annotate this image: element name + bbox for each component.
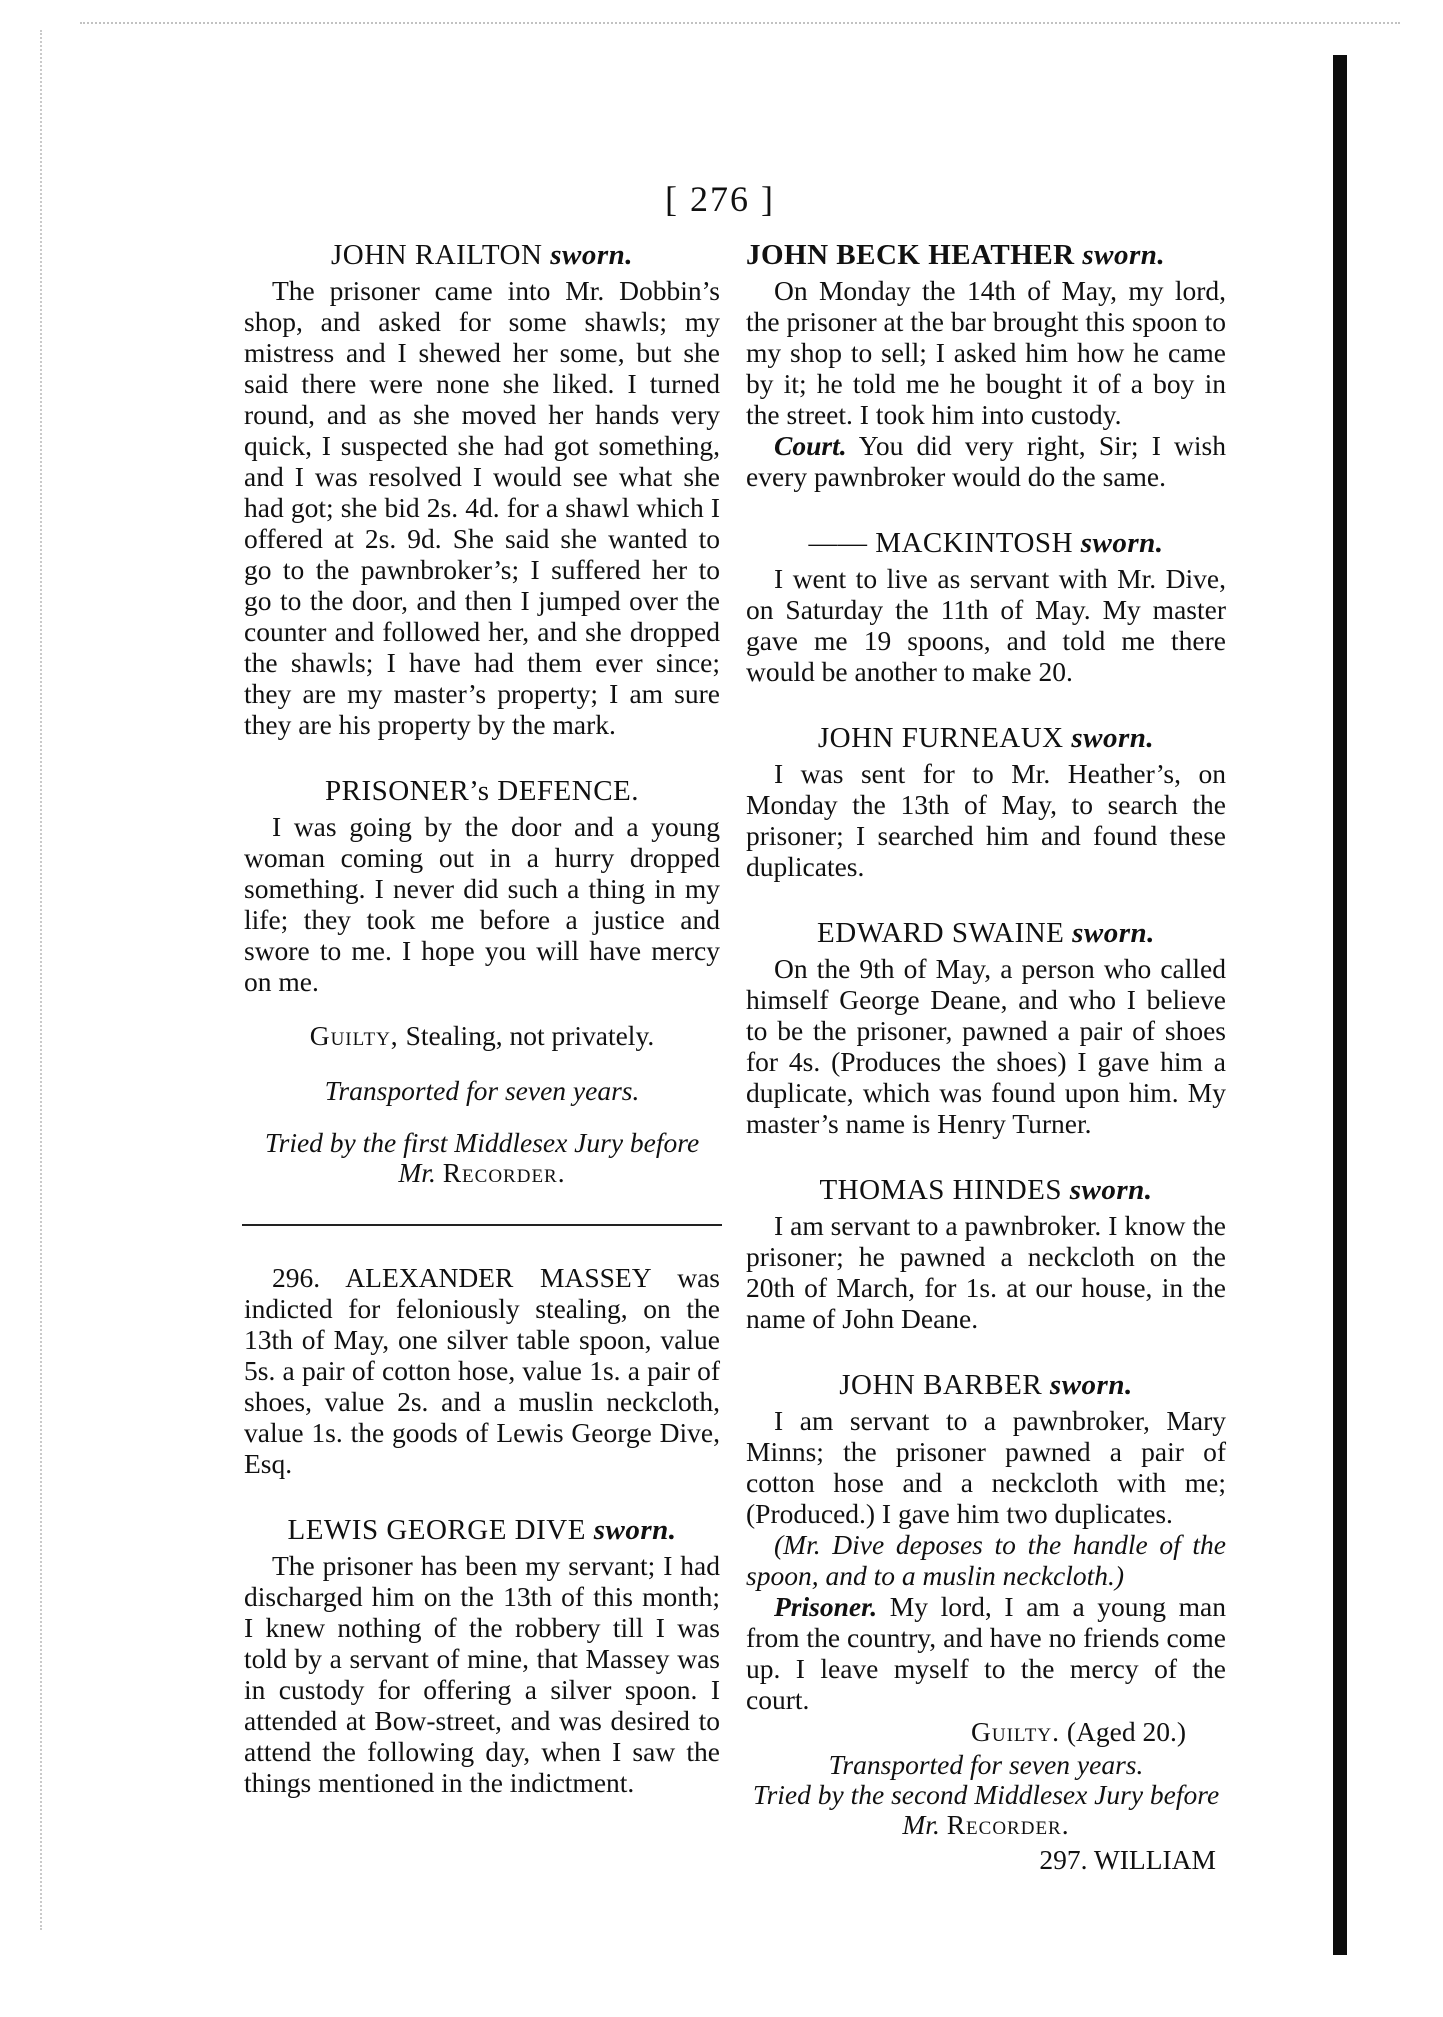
dive-deposition-note: (Mr. Dive deposes to the handle of the spoon, and to a muslin neckcloth.) xyxy=(746,1529,1226,1591)
testimony-hindes: I am servant to a pawnbroker. I know the prisoner; he pawned a neckcloth on the 20th of March, for 1s. at our house, in the name of John Deane. xyxy=(746,1210,1226,1334)
page-number: [ 276 ] xyxy=(665,179,775,219)
verdict-line xyxy=(244,1019,720,1053)
sworn-label: sworn. xyxy=(1080,527,1164,559)
tried-recorder: Recorder. xyxy=(442,1157,566,1188)
witness-heading-hindes xyxy=(746,1175,1226,1206)
prisoner-text: My lord, I am a young man from the country, and have no friends come up. I leave myself to the mercy of the court. xyxy=(746,1591,1227,1715)
witness-heading-furneaux xyxy=(746,723,1226,754)
witness-name: JOHN FURNEAUX xyxy=(817,722,1064,754)
court-label: Court. xyxy=(774,430,847,461)
witness-name: JOHN BECK HEATHER xyxy=(746,239,1075,271)
testimony-heather: On Monday the 14th of May, my lord, the prisoner at the bar brought this spoon to my shop to sell; I asked him how he came by it; he told me he bought it of a boy in the street. I took him into custody. xyxy=(746,275,1226,430)
defence-text: I was going by the door and a young woman coming out in a hurry dropped something. I never did such a thing in my life; they took me before a justice and swore to me. I hope you will have mercy on me. xyxy=(244,811,720,997)
sworn-label: sworn. xyxy=(550,239,633,271)
witness-heading-barber xyxy=(746,1370,1226,1401)
court-remark xyxy=(746,430,1226,492)
sworn-label: sworn. xyxy=(1071,722,1155,754)
catchword: 297. WILLIAM xyxy=(1039,1844,1216,1875)
testimony-mackintosh: I went to live as servant with Mr. Dive, on Saturday the 11th of May. My master gave me 19 spoons, and told me there would be another to make 20. xyxy=(746,563,1226,687)
prisoner-statement xyxy=(746,1591,1226,1715)
left-column xyxy=(244,240,720,1798)
sworn-label: sworn. xyxy=(593,1514,677,1546)
sworn-label: sworn. xyxy=(1072,917,1155,949)
scan-noise-margin xyxy=(40,30,48,1930)
right-column xyxy=(746,240,1226,1875)
tried-recorder: Recorder. xyxy=(946,1809,1070,1840)
tried-prefix: Mr. xyxy=(398,1157,436,1188)
tried-line-2 xyxy=(244,1158,720,1188)
witness-heading-mackintosh xyxy=(746,528,1226,559)
witness-name: JOHN RAILTON xyxy=(331,239,543,271)
sworn-label: sworn. xyxy=(1069,1174,1153,1206)
scan-edge-bar xyxy=(1333,55,1347,1955)
testimony-railton: The prisoner came into Mr. Dobbin’s shop, and asked for some shawls; my mistress and I shewed her some, but she said there were none she liked. I turned round, and as she moved her hands very quick, I suspected she had got something, and I was resolved I would see what she had got; she bid 2s. 4d. for a shawl which I offered at 2s. 9d. She said she wanted to go to the pawnbroker’s; I suffered her to go to the door, and then I jumped over the counter and followed her, and she dropped the shawls; I have had them ever since; they are my master’s property; I am sure they are his property by the mark. xyxy=(244,275,720,740)
tried-prefix: Mr. xyxy=(902,1809,940,1840)
witness-name: —— MACKINTOSH xyxy=(808,527,1074,559)
witness-heading-railton xyxy=(244,240,720,271)
verdict-guilty: Guilty, xyxy=(309,1020,399,1051)
tried-line-1: Tried by the first Middlesex Jury before xyxy=(264,1127,700,1158)
witness-name: EDWARD SWAINE xyxy=(817,917,1065,949)
verdict-detail: Stealing, not privately. xyxy=(405,1020,655,1051)
sentence-line: Transported for seven years. xyxy=(324,1075,640,1106)
verdict-guilty: Guilty. xyxy=(971,1716,1060,1747)
verdict-line xyxy=(746,1715,1186,1749)
tried-line-2 xyxy=(746,1810,1226,1840)
prisoner-label: Prisoner. xyxy=(774,1591,878,1622)
witness-heading-heather xyxy=(746,240,1226,271)
witness-name: LEWIS GEORGE DIVE xyxy=(287,1514,586,1546)
witness-name: JOHN BARBER xyxy=(839,1369,1043,1401)
testimony-furneaux: I was sent for to Mr. Heather’s, on Monday the 13th of May, to search the prisoner; I searched him and found these duplicates. xyxy=(746,758,1226,882)
sentence-line: Transported for seven years. xyxy=(828,1749,1144,1780)
sworn-label: sworn. xyxy=(1049,1369,1133,1401)
case-296-indictment: 296. ALEXANDER MASSEY was indicted for feloniously stealing, on the 13th of May, one silver table spoon, value 5s. a pair of cotton hose, value 1s. a pair of shoes, value 2s. and a muslin neckcloth, value 1s. the goods of Lewis George Dive, Esq. xyxy=(244,1262,720,1479)
testimony-dive: The prisoner has been my servant; I had discharged him on the 13th of this month; I knew nothing of the robbery till I was told by a servant of mine, that Massey was in custody for offering a silver spoon. I attended at Bow-street, and was desired to attend the following day, when I saw the things mentioned in the indictment. xyxy=(244,1550,720,1798)
scan-noise-top xyxy=(80,22,1400,38)
testimony-barber: I am servant to a pawnbroker, Mary Minns; the prisoner pawned a pair of cotton hose and a neckcloth with me; (Produced.) I gave him two duplicates. xyxy=(746,1405,1226,1529)
witness-heading-dive xyxy=(244,1515,720,1546)
witness-heading-swaine xyxy=(746,918,1226,949)
verdict-detail: (Aged 20.) xyxy=(1066,1716,1186,1747)
testimony-swaine: On the 9th of May, a person who called himself George Deane, and who I believe to be the prisoner, pawned a pair of shoes for 4s. (Produces the shoes) I gave him a duplicate, which was found upon him. My master’s name is Henry Turner. xyxy=(746,953,1226,1139)
witness-name: THOMAS HINDES xyxy=(819,1174,1062,1206)
sworn-label: sworn. xyxy=(1082,239,1166,271)
defence-heading: PRISONER’s DEFENCE. xyxy=(324,775,640,807)
court-text: You did very right, Sir; I wish every pawnbroker would do the same. xyxy=(746,430,1226,492)
tried-line-1: Tried by the second Middlesex Jury before xyxy=(752,1779,1220,1810)
